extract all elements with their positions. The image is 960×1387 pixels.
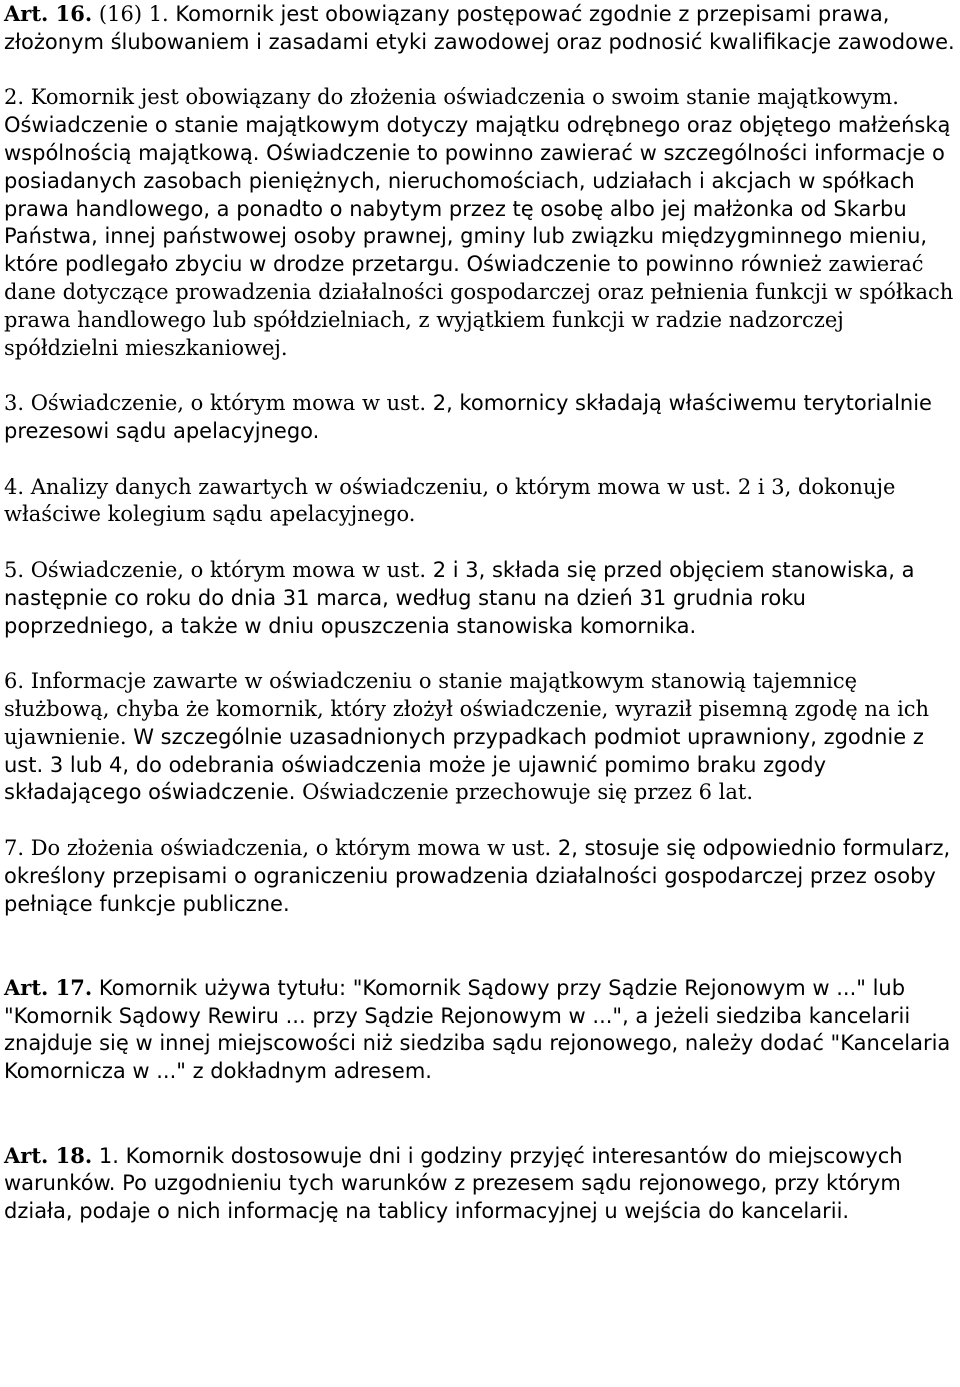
- art17-text: Komornik używa tytułu: "Komornik Sądowy przy Sądzie Rejonowym w ..." lub "Komornik Sądowy Rewiru ... przy Sądzie Rejonowym w ...", a jeżeli siedziba kancelarii znajduje się w innej miejscowości niż siedziba sądu rejonowego, należy dodać "Kancelaria Komornicza w ..." z dokładnym adresem.: [4, 975, 951, 1084]
- art16-paragraph-6: [4, 668, 956, 807]
- art16-paragraph-5: [4, 557, 956, 640]
- art16-p1-number: (16) 1.: [98, 2, 176, 26]
- art16-p3-a: 3. Oświadczenie, o którym mowa w ust.: [4, 391, 433, 416]
- art16-p2-a: 2. Komornik jest obowiązany do złożenia oświadczenia o swoim stanie majątkowym.: [4, 85, 899, 110]
- art18-paragraph: [4, 1142, 956, 1226]
- art17-paragraph: [4, 974, 956, 1086]
- art16-p2-d: zawierać dane dotyczące prowadzenia działalności gospodarczej oraz pełnienia funkcji w spółkach prawa handlowego lub spółdzielniach, z wyjątkiem funkcji w radzie nadzorczej spółdzielni mieszkaniowej.: [4, 252, 954, 360]
- art16-p3-b: 2, komornicy składają właściwemu terytorialnie prezesowi sądu apelacyjnego.: [4, 391, 932, 443]
- art16-p6-b: W szczególnie uzasadnionych przypadkach podmiot uprawniony, zgodnie z ust. 3 lub 4, do odebrania oświadczenia może je ujawnić pomimo braku zgody składającego oświadczenie.: [4, 724, 924, 805]
- art16-p4: 4. Analizy danych zawartych w oświadczeniu, o którym mowa w ust. 2 i 3, dokonuje właściwe kolegium sądu apelacyjnego.: [4, 474, 896, 527]
- art16-p1-text: Komornik jest obowiązany postępować zgodnie z przepisami prawa, złożonym ślubowaniem i zasadami etyki zawodowej oraz podnosić kwalifikacje zawodowe.: [4, 2, 955, 54]
- art16-p2-c: Oświadczenie to powinno również: [466, 252, 829, 277]
- art18-text-b: Po uzgodnieniu tych warunków z prezesem sądu rejonowego, przy którym działa, podaje o nich informację na tablicy informacyjnej u wejścia do kancelarii.: [4, 1171, 901, 1224]
- art16-heading: Art. 16.: [4, 1, 93, 26]
- art16-p7-b: 2, stosuje się odpowiednio formularz, określony przepisami o ograniczeniu prowadzenia działalności gospodarczej przez osoby pełniące funkcje publiczne.: [4, 835, 951, 916]
- art16-p7-a: 7. Do złożenia oświadczenia, o którym mowa w ust.: [4, 835, 558, 860]
- art16-paragraph-4: [4, 474, 956, 530]
- art18-text-a: 1. Komornik dostosowuje dni i godziny przyjęć interesantów do miejscowych warunków.: [4, 1143, 903, 1196]
- art16-p5-b: 2 i 3, składa się przed objęciem stanowiska, a następnie co roku do dnia 31 marca, według stanu na dzień 31 grudnia roku poprzedniego, a także w dniu opuszczenia stanowiska komornika.: [4, 557, 915, 638]
- art16-p2-b: Oświadczenie o stanie majątkowym dotyczy majątku odrębnego oraz objętego małżeńską wspólnością majątkową. Oświadczenie to powinno zawierać w szczególności informacje o posiadanych zasobach pieniężnych, nieruchomościach, udziałach i akcjach w spółkach prawa handlowego, a ponadto o nabytym przez tę osobę albo jej małżonka od Skarbu Państwa, innej państwowej osoby prawnej, gminy lub związku międzygminnego mieniu, które podlegało zbyciu w drodze przetargu.: [4, 113, 951, 277]
- art16-p6-a: 6. Informacje zawarte w oświadczeniu o stanie majątkowym stanowią tajemnicę służbową, chyba że komornik, który złożył oświadczenie, wyraził pisemną zgodę na ich ujawnienie.: [4, 669, 930, 749]
- art16-paragraph-2: [4, 84, 956, 362]
- art18-heading: Art. 18.: [4, 1142, 93, 1168]
- art17-heading: Art. 17.: [4, 974, 93, 1000]
- art16-p6-c: Oświadczenie przechowuje się przez 6 lat.: [302, 780, 754, 805]
- art16-paragraph-3: [4, 390, 956, 446]
- art16-paragraph-1: [4, 0, 956, 57]
- art16-paragraph-7: [4, 835, 956, 918]
- art16-p5-a: 5. Oświadczenie, o którym mowa w ust.: [4, 557, 433, 582]
- document-body: [4, 0, 956, 1226]
